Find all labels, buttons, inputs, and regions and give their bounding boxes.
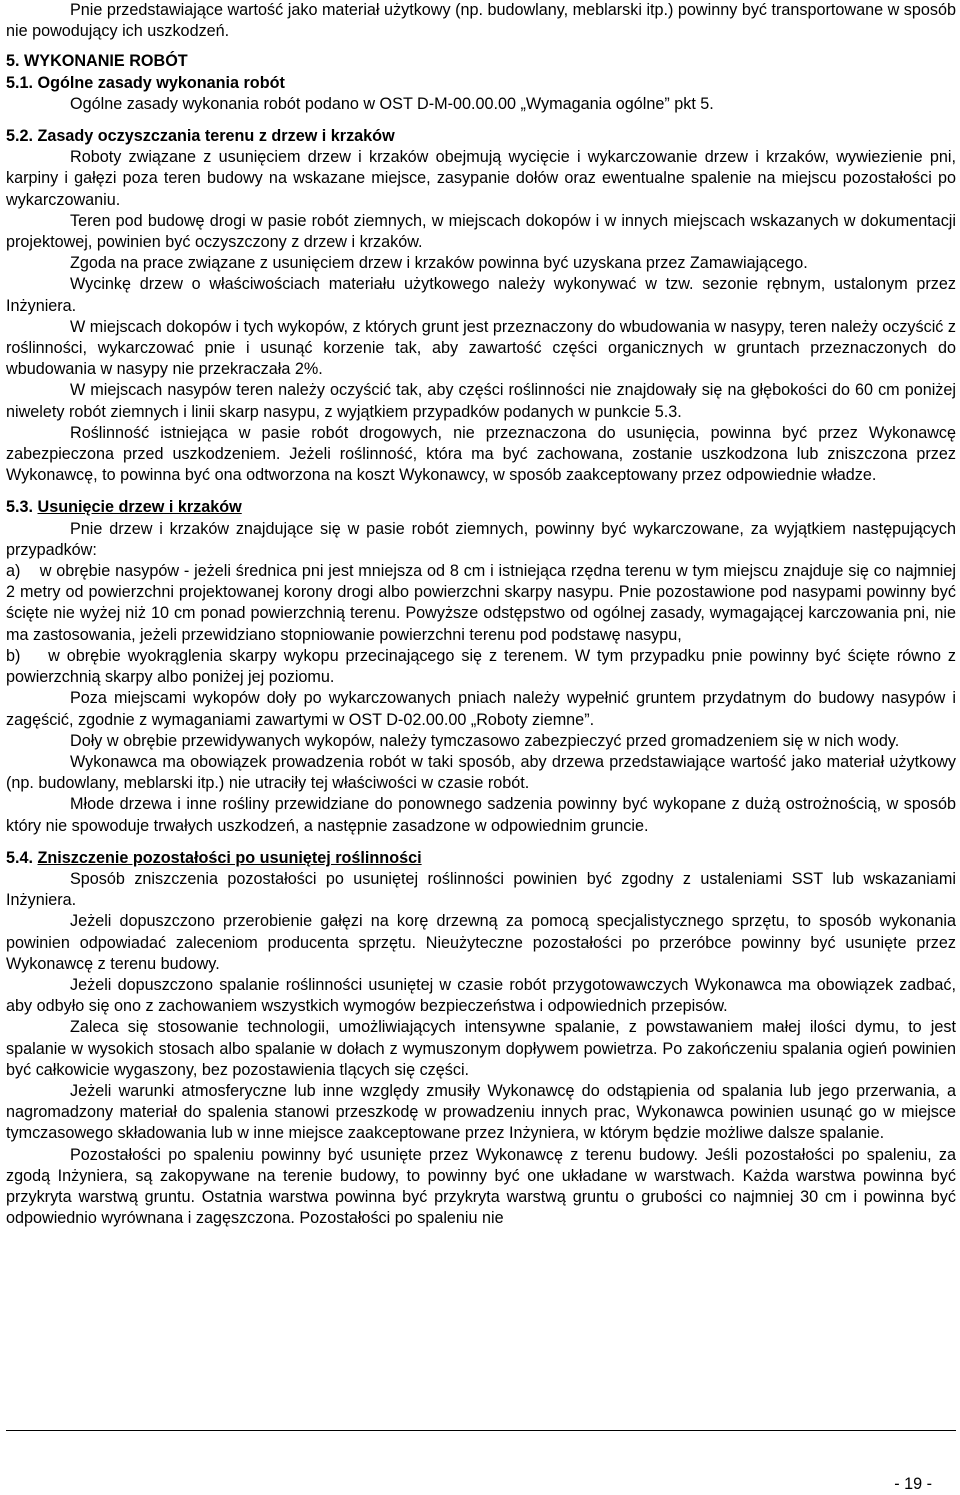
- document-page: [6, 0, 956, 1229]
- section-5-3-paragraph: Doły w obrębie przewidywanych wykopów, należy tymczasowo zabezpieczyć przed gromadzeniem się w nich wody.: [70, 731, 900, 750]
- section-5-3-paragraph: Poza miejscami wykopów doły po wykarczowanych pniach należy wypełnić gruntem przydatnym do budowy nasypów i zagęścić, zgodnie z wymaganiami zawartymi w OST D-02.00.00 „Roboty ziemne”.: [6, 689, 956, 729]
- section-5-3-item-a: a) w obrębie nasypów - jeżeli średnica pni jest mniejsza od 8 cm i istniejąca rzędna terenu w tym miejscu znajduje się co najmniej 2 metry od powierzchni projektowanej korony drogi albo powierzchni skarpy nasypu. Pnie pozostawione pod nasypami powinny być ścięte nie wyżej niż 10 cm ponad powierzchnią terenu. Powyższe odstępstwo od ogólnej zasady, wymagającej karczowania pni, nie ma zastosowania, jeżeli przewidziano stopniowanie powierzchni terenu pod podstawę nasypu,: [6, 562, 956, 644]
- section-5-4-title: Zniszczenie pozostałości po usuniętej roślinności: [37, 848, 422, 867]
- section-5-4-heading: [6, 848, 956, 869]
- section-5-4-paragraph: Jeżeli dopuszczono spalanie roślinności usuniętej w czasie robót przygotowawczych Wykonawca ma obowiązek zadbać, aby odbyło się ono z zachowaniem wszystkich wymogów bezpieczeństwa i odpowiednich przepisów.: [6, 975, 956, 1016]
- section-5-2-paragraph: Zgoda na prace związane z usunięciem drzew i krzaków powinna być uzyskana przez Zamawiającego.: [70, 254, 808, 273]
- section-5-2-paragraph: Wycinkę drzew o właściwościach materiału użytkowego należy wykonywać w tzw. sezonie rębnym, ustalonym przez Inżyniera.: [6, 275, 956, 315]
- section-5-4-number: 5.4.: [6, 848, 34, 867]
- section-5-2-heading: 5.2. Zasady oczyszczania terenu z drzew i krzaków: [6, 127, 395, 146]
- section-5-3-item-b: b) w obrębie wyokrąglenia skarpy wykopu przecinającego się z terenem. W tym przypadku pnie powinny być ścięte równo z powierzchnią skarpy albo poniżej jej poziomu.: [6, 646, 956, 687]
- section-5-2-paragraph: Roślinność istniejąca w pasie robót drogowych, nie przeznaczona do usunięcia, powinna być przez Wykonawcę zabezpieczona przed uszkodzeniem. Jeżeli roślinność, która ma być zachowana, zostanie uszkodzona lub zniszczona przez Wykonawcę, to powinna być ona odtworzona na koszt Wykonawcy, w sposób zaakceptowany przez odpowiednie władze.: [6, 423, 956, 485]
- section-5-2-paragraph: W miejscach dokopów i tych wykopów, z których grunt jest przeznaczony do wbudowania w nasypy, teren należy oczyścić z roślinności, wykarczować pnie i usunąć korzenie tak, aby zawartość części organicznych w gruntach przeznaczonych do wbudowania w nasypy nie przekraczała 2%.: [6, 317, 956, 379]
- section-5-1-text: Ogólne zasady wykonania robót podano w OST D-M-00.00.00 „Wymagania ogólne” pkt 5.: [70, 94, 714, 113]
- section-5-2-paragraph: W miejscach nasypów teren należy oczyścić tak, aby części roślinności nie znajdowały się na głębokości do 60 cm poniżej niwelety robót ziemnych i linii skarp nasypu, z wyjątkiem przypadków podanych w punkcie 5.3.: [6, 381, 956, 421]
- section-5-4-paragraph: Sposób zniszczenia pozostałości po usuniętej roślinności powinien być zgodny z ustaleniami SST lub wskazaniami Inżyniera.: [6, 869, 956, 910]
- section-5-3-number: 5.3.: [6, 498, 34, 517]
- section-5-3-title: Usunięcie drzew i krzaków: [37, 498, 242, 517]
- section-5-4-paragraph: Jeżeli dopuszczono przerobienie gałęzi na korę drzewną za pomocą specjalistycznego sprzętu, to sposób wykonania powinien odpowiadać zaleceniom producenta sprzętu. Nieużyteczne pozostałości po przeróbce powinny być usunięte przez Wykonawcę z terenu budowy.: [6, 912, 956, 973]
- section-5-4-paragraph: Pozostałości po spaleniu powinny być usunięte przez Wykonawcę z terenu budowy. Jeśli pozostałości po spaleniu, za zgodą Inżyniera, są zakopywane na terenie budowy, to powinny być one układane w warstwach. Każda warstwa powinna być przykryta warstwą gruntu. Ostatnia warstwa powinna być przykryta warstwą gruntu o grubości co najmniej 30 cm i powinna być odpowiednio wyrównana i zagęszczona. Pozostałości po spaleniu nie: [6, 1145, 956, 1228]
- section-5-3-paragraph: Wykonawca ma obowiązek prowadzenia robót w taki sposób, aby drzewa przedstawiające wartość jako materiał użytkowy (np. budowlany, meblarski itp.) nie utraciły tej właściwości w czasie robót.: [6, 752, 956, 793]
- section-5-1-heading: 5.1. Ogólne zasady wykonania robót: [6, 73, 285, 92]
- section-5-heading: 5. WYKONANIE ROBÓT: [6, 52, 188, 71]
- section-5-4-paragraph: Jeżeli warunki atmosferyczne lub inne względy zmusiły Wykonawcę do odstąpienia od spalania lub jego przerwania, a nagromadzony materiał do spalenia stanowi przeszkodę w prowadzeniu innych prac, Wykonawca powinien usunąć go w miejsce tymczasowego składowania lub w inne miejsce zaakceptowane przez Inżyniera, w którym będzie możliwe dalsze spalanie.: [6, 1081, 956, 1143]
- footer-divider: [6, 1430, 956, 1431]
- section-5-3-heading: [6, 497, 956, 518]
- section-5-2-paragraph: Teren pod budowę drogi w pasie robót ziemnych, w miejscach dokopów i w innych miejscach wskazanych w dokumentacji projektowej, powinien być oczyszczony z drzew i krzaków.: [6, 211, 956, 252]
- intro-paragraph: Pnie przedstawiające wartość jako materiał użytkowy (np. budowlany, meblarski itp.) powinny być transportowane w sposób nie powodujący ich uszkodzeń.: [6, 1, 956, 41]
- section-5-4-paragraph: Zaleca się stosowanie technologii, umożliwiających intensywne spalanie, z powstawaniem małej ilości dymu, to jest spalanie w wysokich stosach albo spalanie w dołach z wymuszonym dopływem powietrza. Po zakończeniu spalania ogień powinien być całkowicie wygaszony, bez pozostawienia tlących się części.: [6, 1018, 956, 1079]
- section-5-2-paragraph: Roboty związane z usunięciem drzew i krzaków obejmują wycięcie i wykarczowanie drzew i krzaków, wywiezienie pni, karpiny i gałęzi poza teren budowy na wskazane miejsce, zasypanie dołów oraz ewentualne spalenie na miejscu pozostałości po wykarczowaniu.: [6, 148, 956, 209]
- section-5-3-paragraph: Młode drzewa i inne rośliny przewidziane do ponownego sadzenia powinny być wykopane z dużą ostrożnością, w sposób który nie spowoduje trwałych uszkodzeń, a następnie zasadzone w odpowiednim gruncie.: [6, 795, 956, 835]
- page-number: - 19 -: [894, 1475, 932, 1493]
- section-5-3-paragraph: Pnie drzew i krzaków znajdujące się w pasie robót ziemnych, powinny być wykarczowane, za wyjątkiem następujących przypadków:: [6, 519, 956, 559]
